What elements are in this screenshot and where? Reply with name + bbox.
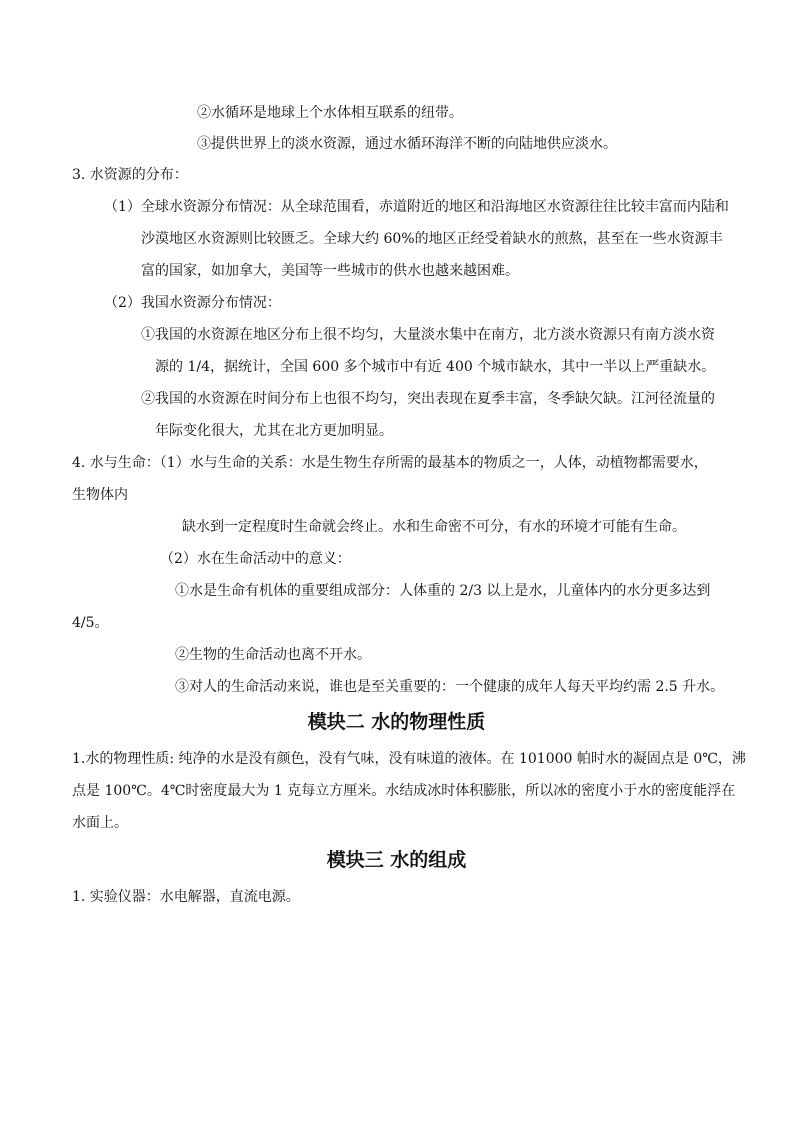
- module-three-title: 模块三 水的组成: [326, 849, 467, 871]
- text-line: 点是 100℃。4℃时密度最大为 1 克每立方厘米。水结成冰时体积膨胀，所以冰的密度小于水的密度能浮在: [72, 783, 736, 799]
- text-line: ③提供世界上的淡水资源，通过水循环海洋不断的向陆地供应淡水。: [197, 136, 617, 152]
- text-line: ①水是生命有机体的重要组成部分：人体重的 2/3 以上是水，儿童体内的水分更多达到: [175, 583, 711, 599]
- text-line: ②生物的生命活动也离不开水。: [175, 647, 371, 663]
- section-heading-4: 4. 水与生命：（1）水与生命的关系：水是生物生存所需的最基本的物质之一，人体，动植物都需要水，: [72, 455, 708, 471]
- text-line: 水面上。: [72, 815, 128, 831]
- text-line: ②水循环是地球上个水体相互联系的纽带。: [197, 105, 463, 121]
- text-line: （2）我国水资源分布情况：: [104, 295, 281, 311]
- text-line: 年际变化很大，尤其在北方更加明显。: [155, 423, 393, 439]
- text-line: ②我国的水资源在时间分布上也很不均匀，突出表现在夏季丰富，冬季缺欠缺。江河径流量的: [141, 391, 715, 407]
- module-two-title: 模块二 水的物理性质: [307, 711, 486, 733]
- text-line: 4/5。: [72, 615, 109, 631]
- text-line: （2）水在生命活动中的意义：: [160, 551, 351, 567]
- text-line: 沙漠地区水资源则比较匮乏。全球大约 60%的地区正经受着缺水的煎熬，甚至在一些水资源丰: [141, 231, 723, 247]
- text-line: 1.水的物理性质: 纯净的水是没有颜色，没有气味，没有味道的液体。在 101000 帕时水的凝固点是 0℃，沸: [72, 751, 746, 767]
- text-line: ①我国的水资源在地区分布上很不均匀，大量淡水集中在南方，北方淡水资源只有南方淡水资: [141, 327, 715, 343]
- text-line: 1. 实验仪器：水电解器，直流电源。: [72, 889, 300, 905]
- text-line: （1）全球水资源分布情况：从全球范围看，赤道附近的地区和沿海地区水资源往往比较丰富而内陆和: [104, 199, 729, 215]
- section-heading-3: 3. 水资源的分布：: [72, 167, 188, 183]
- text-line: 生物体内: [72, 487, 128, 503]
- text-line: 源的 1/4，据统计，全国 600 多个城市中有近 400 个城市缺水，其中一半以上严重缺水。: [155, 359, 716, 375]
- text-line: ③对人的生命活动来说，谁也是至关重要的：一个健康的成年人每天平均约需 2.5 升水。: [175, 679, 725, 695]
- text-line: 缺水到一定程度时生命就会终止。水和生命密不可分，有水的环境才可能有生命。: [182, 519, 686, 535]
- text-line: 富的国家，如加拿大，美国等一些城市的供水也越来越困难。: [141, 263, 519, 279]
